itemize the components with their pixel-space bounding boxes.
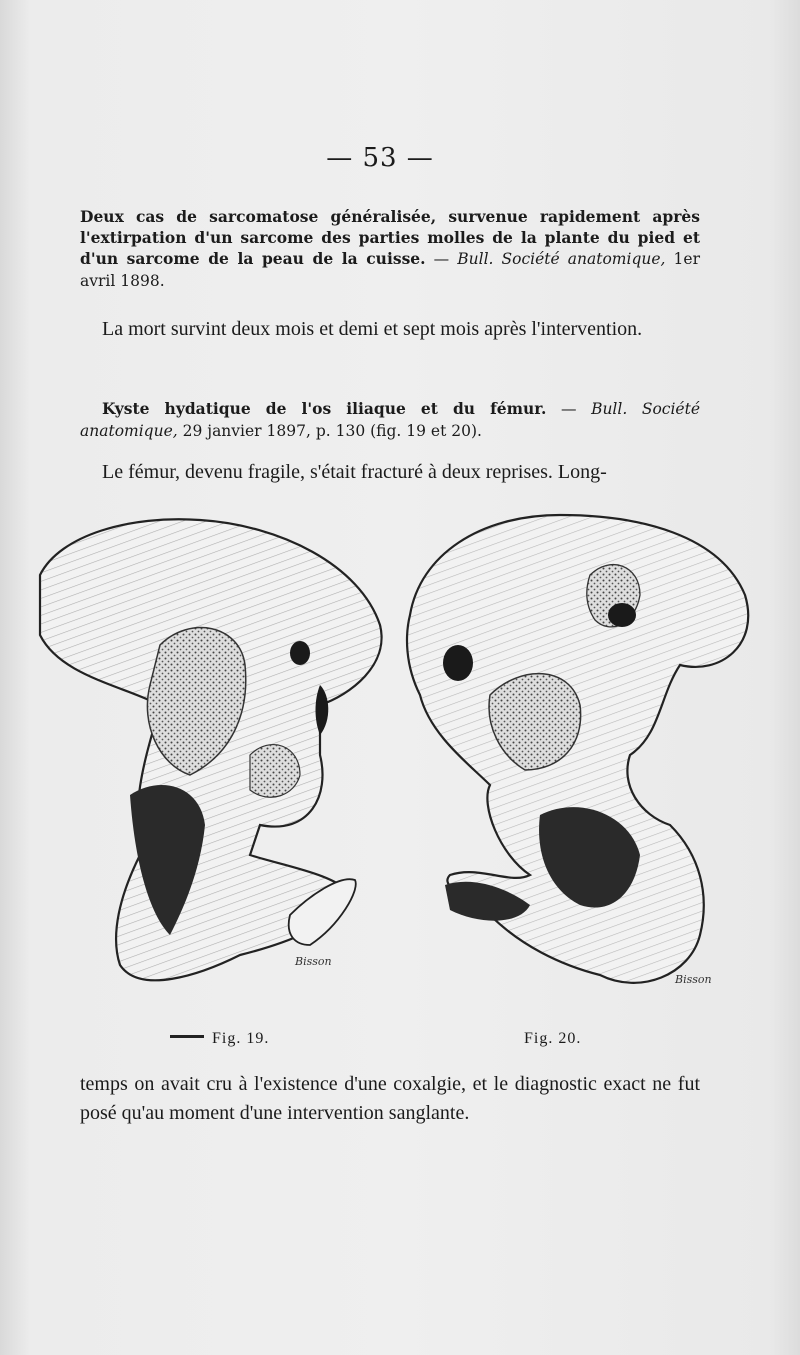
reference-dash: — — [425, 250, 458, 268]
reference-title: Deux cas de sarcomatose généralisée, survenue rapidement après l'extirpation d'un sarcome des parties molles de la plante du pied et d'un sarcome de la peau de la cuisse. — [80, 207, 700, 268]
reference-source: Bull. Société anatomique, — [457, 250, 666, 268]
artist-signature-19: Bisson — [295, 955, 332, 968]
figure-caption-20: Fig. 20. — [524, 1030, 582, 1047]
figure-19-drawing — [40, 519, 382, 980]
bone-engraving-svg — [20, 495, 780, 1025]
figure-20-drawing — [407, 515, 748, 986]
reference-entry-1 — [80, 206, 700, 292]
body-paragraph-2: Le fémur, devenu fragile, s'était fracturé à deux reprises. Long- — [102, 461, 607, 483]
reference-dash: — — [546, 400, 592, 418]
body-paragraph-3: temps on avait cru à l'existence d'une coxalgie, et le diagnostic exact ne fut posé qu'au moment d'une intervention sanglante. — [80, 1073, 700, 1124]
reference-source: Bull. Société anatomique, — [80, 400, 700, 440]
bone-illustration — [20, 495, 780, 1025]
reference-date: 1er avril 1898. — [80, 250, 700, 290]
figure-caption-19: Fig. 19. — [212, 1030, 270, 1047]
reference-title: Kyste hydatique de l'os iliaque et du fémur. — [102, 399, 547, 418]
reference-entry-2 — [80, 398, 700, 442]
body-paragraph-1: La mort survint deux mois et demi et sept mois après l'intervention. — [102, 318, 643, 340]
reference-date: 29 janvier 1897, p. 130 (fig. 19 et 20). — [177, 422, 482, 440]
page-number: — 53 — — [326, 143, 434, 173]
scale-bar — [170, 1035, 204, 1038]
artist-signature-20: Bisson — [675, 973, 712, 986]
